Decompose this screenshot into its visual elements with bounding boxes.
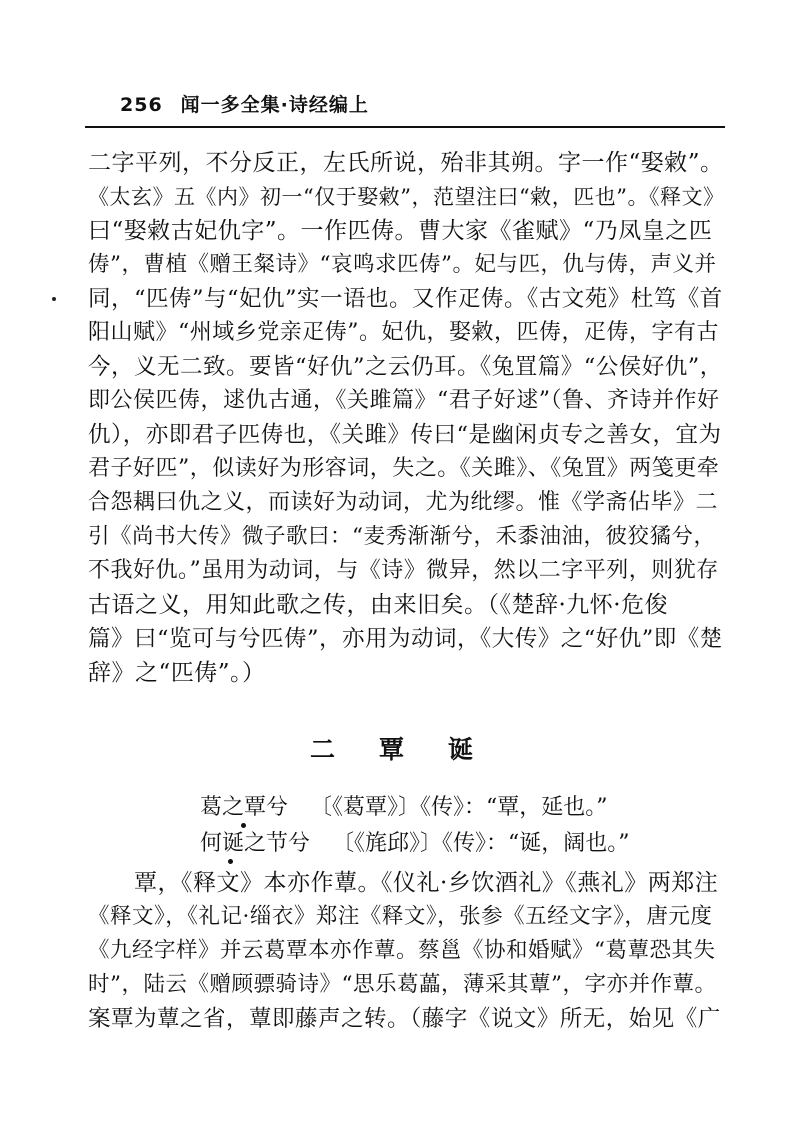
body-line: 案覃为蕈之省，蕈即藤声之转。（藤字《说文》所无，始见《广 xyxy=(88,1006,721,1032)
quote-line xyxy=(200,792,608,824)
header-rule xyxy=(85,126,725,128)
running-header xyxy=(120,90,369,117)
body-line: 君子好匹”，似读好为形容词，失之。《关雎》、《兔罝》两笺更牵 xyxy=(88,456,720,481)
margin-mark xyxy=(52,297,56,301)
body-line: 阳山赋》“州域乡党亲疋俦”。妃仇，娶敹，匹俦，疋俦，字有古 xyxy=(88,320,719,345)
body-line: 同，“匹俦”与“妃仇”实一语也。又作疋俦。《古文苑》杜笃《首 xyxy=(88,286,723,312)
quote-verse: 何诞之节兮 xyxy=(200,831,311,856)
body-line: 仇），亦即君子匹俦也，《关雎》传曰“是幽闲贞专之善女，宜为 xyxy=(88,422,722,448)
body-line: 俦”，曹植《赠王粲诗》“哀鸣求匹俦”。妃与匹，仇与俦，声义并 xyxy=(88,252,717,277)
body-line: 不我好仇。”虽用为动词，与《诗》微异，然以二字平列，则犹存 xyxy=(88,558,719,583)
body-line: 曰“娶敹古妃仇字”。一作匹俦。曹大家《雀赋》“乃凤皇之匹 xyxy=(88,218,713,244)
body-line: 二字平列，不分反正，左氏所说，殆非其朔。字一作“娶敹”。 xyxy=(88,150,724,176)
body-line: 《太玄》五《内》初一“仅于娶敹”，范望注曰“敹，匹也”。《释文》 xyxy=(88,185,725,209)
section-heading: 二覃诞 xyxy=(310,735,518,764)
quote-verse: 葛之覃兮 xyxy=(200,795,289,820)
body-line: 时”，陆云《赠顾骠骑诗》“思乐葛藟，薄采其蕈”，字亦并作蕈。 xyxy=(88,972,717,997)
body-line: 《释文》，《礼记·缁衣》郑注《释文》，张参《五经文字》，唐元度 xyxy=(88,904,713,929)
body-line: 篇》曰“览可与兮匹俦”，亦用为动词，《大传》之“好仇”即《楚 xyxy=(88,626,723,652)
body-line: 覃，《释文》本亦作蕈。《仪礼·乡饮酒礼》《燕礼》两郑注 xyxy=(134,870,719,896)
quote-line xyxy=(200,828,630,860)
body-line: 即公侯匹俦，逑仇古通，《关雎篇》“君子好逑”（鲁、齐诗并作好 xyxy=(88,388,720,413)
body-line: 古语之义，用知此歌之传，由来旧矣。（《楚辞·九怀·危俊 xyxy=(88,592,669,618)
running-title: 闻一多全集·诗经编上 xyxy=(180,94,369,116)
body-line: 《九经字样》并云葛覃本亦作蕈。蔡邕《协和婚赋》“葛蕈恐其失 xyxy=(88,938,716,963)
quote-note: 〔《旄邱》〕《传》：“诞，阔也。” xyxy=(332,831,630,856)
body-line: 今，义无二致。要皆“好仇”之云仍耳。《兔罝篇》“公侯好仇”， xyxy=(88,354,723,380)
body-line: 辞》之“匹俦”。） xyxy=(88,660,266,686)
body-line: 合怨耦曰仇之义，而读好为动词，尤为纰缪。惟《学斋佔毕》二 xyxy=(88,490,719,515)
page-number: 256 xyxy=(120,94,163,116)
emphasis-dot xyxy=(228,859,233,864)
body-line: 引《尚书大传》微子歌曰：“麦秀渐渐兮，禾黍油油，彼狡獝兮， xyxy=(88,524,716,549)
quote-note: 〔《葛覃》〕《传》：“覃，延也。” xyxy=(310,795,608,820)
